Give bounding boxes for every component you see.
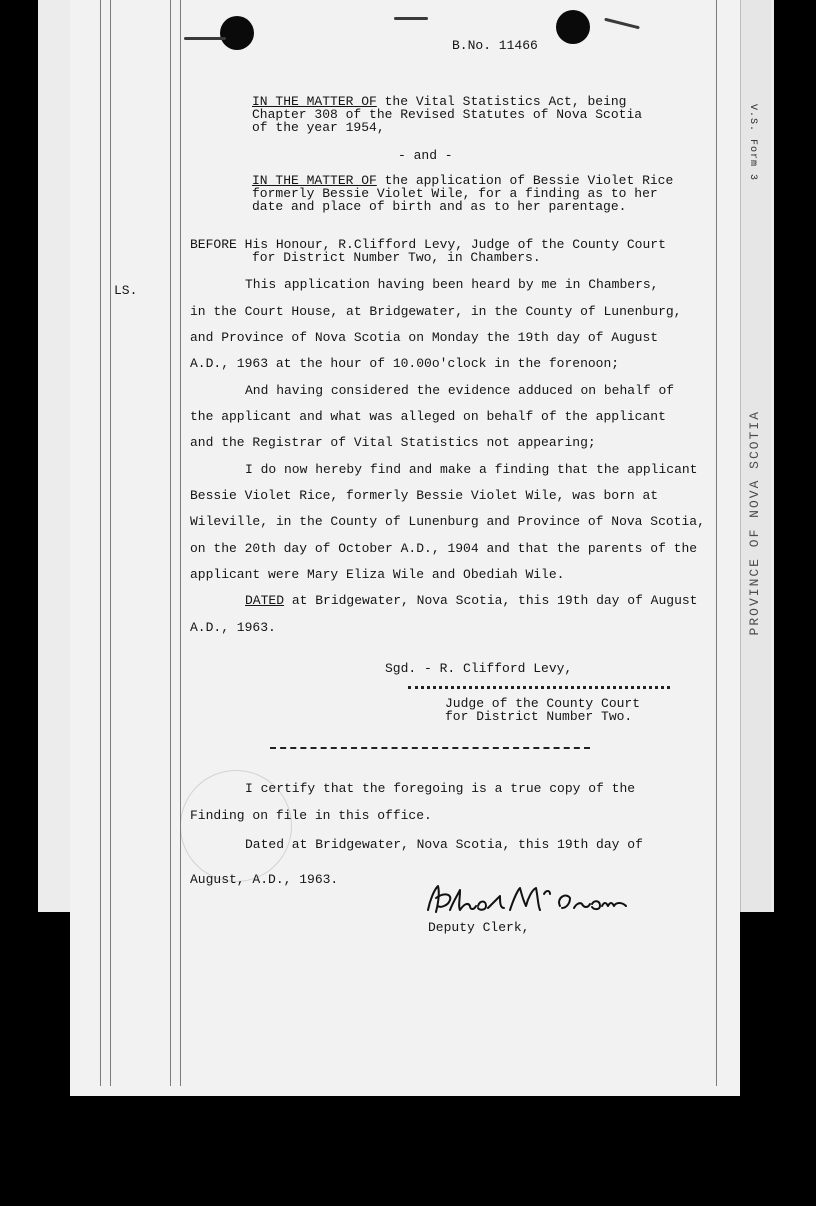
dated-prefix: DATED <box>245 593 285 608</box>
certificate-line2: Finding on file in this office. <box>190 808 432 823</box>
staple-mark-center <box>394 17 428 20</box>
matter2-line1-text: the application of Bessie Violet Rice <box>376 173 674 188</box>
matter2-line3: date and place of birth and as to her parentage. <box>252 199 627 214</box>
dated-line2: A.D., 1963. <box>190 620 276 635</box>
form-number-label: V.S. Form 3 <box>747 104 758 182</box>
clerk-title: Deputy Clerk, <box>428 920 530 935</box>
province-watermark-label: PROVINCE OF NOVA SCOTIA <box>747 410 762 636</box>
judge-title-line1: Judge of the County Court <box>445 696 641 711</box>
underlying-sheet <box>740 0 771 912</box>
file-number: B.No. 11466 <box>452 38 538 53</box>
signed-by: Sgd. - R. Clifford Levy, <box>385 661 573 676</box>
body-line-12: applicant were Mary Eliza Wile and Obediah Wile. <box>190 567 565 582</box>
before-line1: BEFORE His Honour, R.Clifford Levy, Judge of the County Court <box>190 237 666 252</box>
ls-margin-label: LS. <box>114 283 138 298</box>
before-line2: for District Number Two, in Chambers. <box>252 250 541 265</box>
margin-rule-right <box>716 0 717 1086</box>
staple-mark-left <box>184 37 226 40</box>
body-line-6: the applicant and what was alleged on behalf of the applicant <box>190 409 666 424</box>
matter1-line1-text: the Vital Statistics Act, being <box>376 94 627 109</box>
margin-rule-left-2 <box>170 0 171 1086</box>
body-line-9: Bessie Violet Rice, formerly Bessie Violet Wile, was born at <box>190 488 659 503</box>
body-line-7: and the Registrar of Vital Statistics not appearing; <box>190 435 596 450</box>
punch-hole-right <box>556 10 590 44</box>
body-line-4: A.D., 1963 at the hour of 10.00o'clock in the forenoon; <box>190 356 620 371</box>
matter1-line3: of the year 1954, <box>252 120 385 135</box>
certificate-line3: Dated at Bridgewater, Nova Scotia, this 19th day of <box>245 837 643 852</box>
body-line-3: and Province of Nova Scotia on Monday the 19th day of August <box>190 330 659 345</box>
body-line-5: And having considered the evidence adduced on behalf of <box>245 383 675 398</box>
body-line-10: Wileville, in the County of Lunenburg and Province of Nova Scotia, <box>190 514 705 529</box>
and-separator: - and - <box>398 148 453 163</box>
body-line-11: on the 20th day of October A.D., 1904 and that the parents of the <box>190 541 698 556</box>
matter1-prefix: IN THE MATTER OF <box>252 94 377 109</box>
certificate-line4: August, A.D., 1963. <box>190 872 339 887</box>
dated-line1-text: at Bridgewater, Nova Scotia, this 19th day of August <box>284 593 698 608</box>
body-line-8: I do now hereby find and make a finding that the applicant <box>245 462 698 477</box>
margin-rule-left-inner <box>110 0 111 1086</box>
dated-line1 <box>245 594 697 607</box>
margin-rule-left-3 <box>180 0 181 1086</box>
punch-hole-left <box>220 16 254 50</box>
matter2-line2: formerly Bessie Violet Wile, for a finding as to her <box>252 186 658 201</box>
handwritten-signature-graphic <box>420 880 635 922</box>
body-line-2: in the Court House, at Bridgewater, in the County of Lunenburg, <box>190 304 682 319</box>
judge-title-line2: for District Number Two. <box>445 709 633 724</box>
matter1-line2: Chapter 308 of the Revised Statutes of Nova Scotia <box>252 107 643 122</box>
signature-dotted-line <box>408 686 670 689</box>
certificate-line1: I certify that the foregoing is a true copy of the <box>245 781 636 796</box>
section-divider <box>270 747 590 749</box>
body-line-1: This application having been heard by me in Chambers, <box>245 277 659 292</box>
matter2-prefix: IN THE MATTER OF <box>252 173 377 188</box>
margin-rule-left-outer <box>100 0 101 1086</box>
